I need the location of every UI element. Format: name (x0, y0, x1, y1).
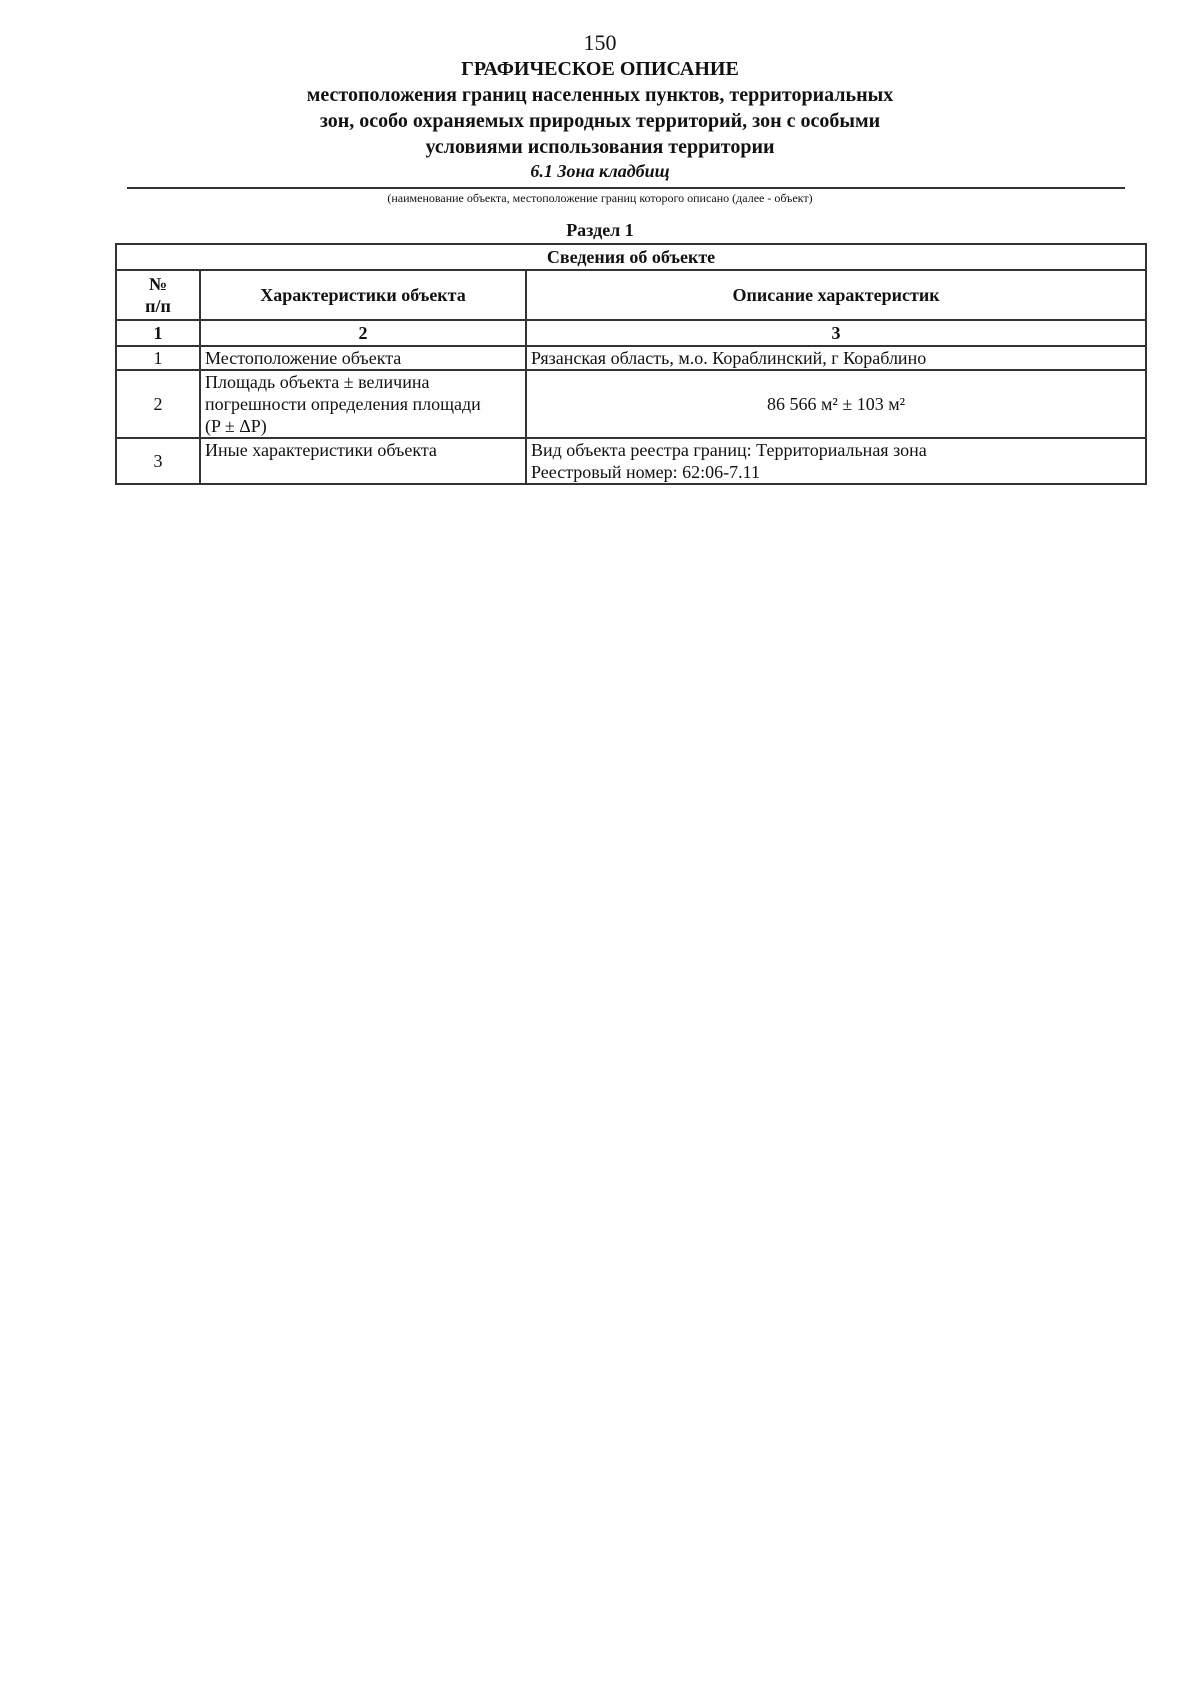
column-number-2: 2 (200, 320, 526, 346)
column-number-1: 1 (116, 320, 200, 346)
row-characteristic (200, 370, 526, 438)
section-title: Раздел 1 (566, 220, 634, 240)
object-name-underline (127, 187, 1125, 189)
title-line-4: условиями использования территории (425, 136, 775, 158)
row-description-line: 86 566 м² ± 103 м² (767, 394, 905, 414)
row-num: 2 (116, 370, 200, 438)
title-line-3: зон, особо охраняемых природных территорий, зон с особыми (319, 110, 881, 132)
table-row (116, 346, 1146, 370)
row-description (526, 346, 1146, 370)
header-description: Описание характеристик (526, 270, 1146, 320)
row-num: 1 (116, 346, 200, 370)
row-description (526, 370, 1146, 438)
header-num-line-1: № (148, 274, 168, 294)
row-characteristic-line: Иные характеристики объекта (205, 440, 437, 460)
object-info-table (115, 243, 1147, 485)
row-characteristic-line: погрешности определения площади (205, 394, 481, 414)
object-name: 6.1 Зона кладбищ (530, 161, 670, 181)
row-characteristic (200, 438, 526, 484)
page-number: 150 (583, 30, 617, 55)
row-characteristic-line: Площадь объекта ± величина (205, 372, 430, 392)
header-num (116, 270, 200, 320)
header-num-line-2: п/п (145, 296, 171, 316)
row-description-line: Вид объекта реестра границ: Территориальная зона (531, 440, 927, 460)
row-characteristic (200, 346, 526, 370)
table-row (116, 438, 1146, 484)
table-row (116, 370, 1146, 438)
row-description-line: Рязанская область, м.о. Кораблинский, г Кораблино (531, 348, 927, 368)
row-characteristic-line: Местоположение объекта (205, 348, 402, 368)
column-number-3: 3 (526, 320, 1146, 346)
header-characteristic: Характеристики объекта (200, 270, 526, 320)
title-line-1: ГРАФИЧЕСКОЕ ОПИСАНИЕ (461, 58, 739, 80)
object-name-caption: (наименование объекта, местоположение границ которого описано (далее - объект) (387, 191, 813, 205)
row-characteristic-line: (P ± ΔP) (205, 416, 267, 436)
title-line-2: местоположения границ населенных пунктов, территориальных (306, 84, 894, 106)
row-num: 3 (116, 438, 200, 484)
row-description (526, 438, 1146, 484)
table-caption: Сведения об объекте (116, 244, 1146, 270)
row-description-line: Реестровый номер: 62:06-7.11 (531, 462, 760, 482)
document-title (0, 56, 1200, 160)
